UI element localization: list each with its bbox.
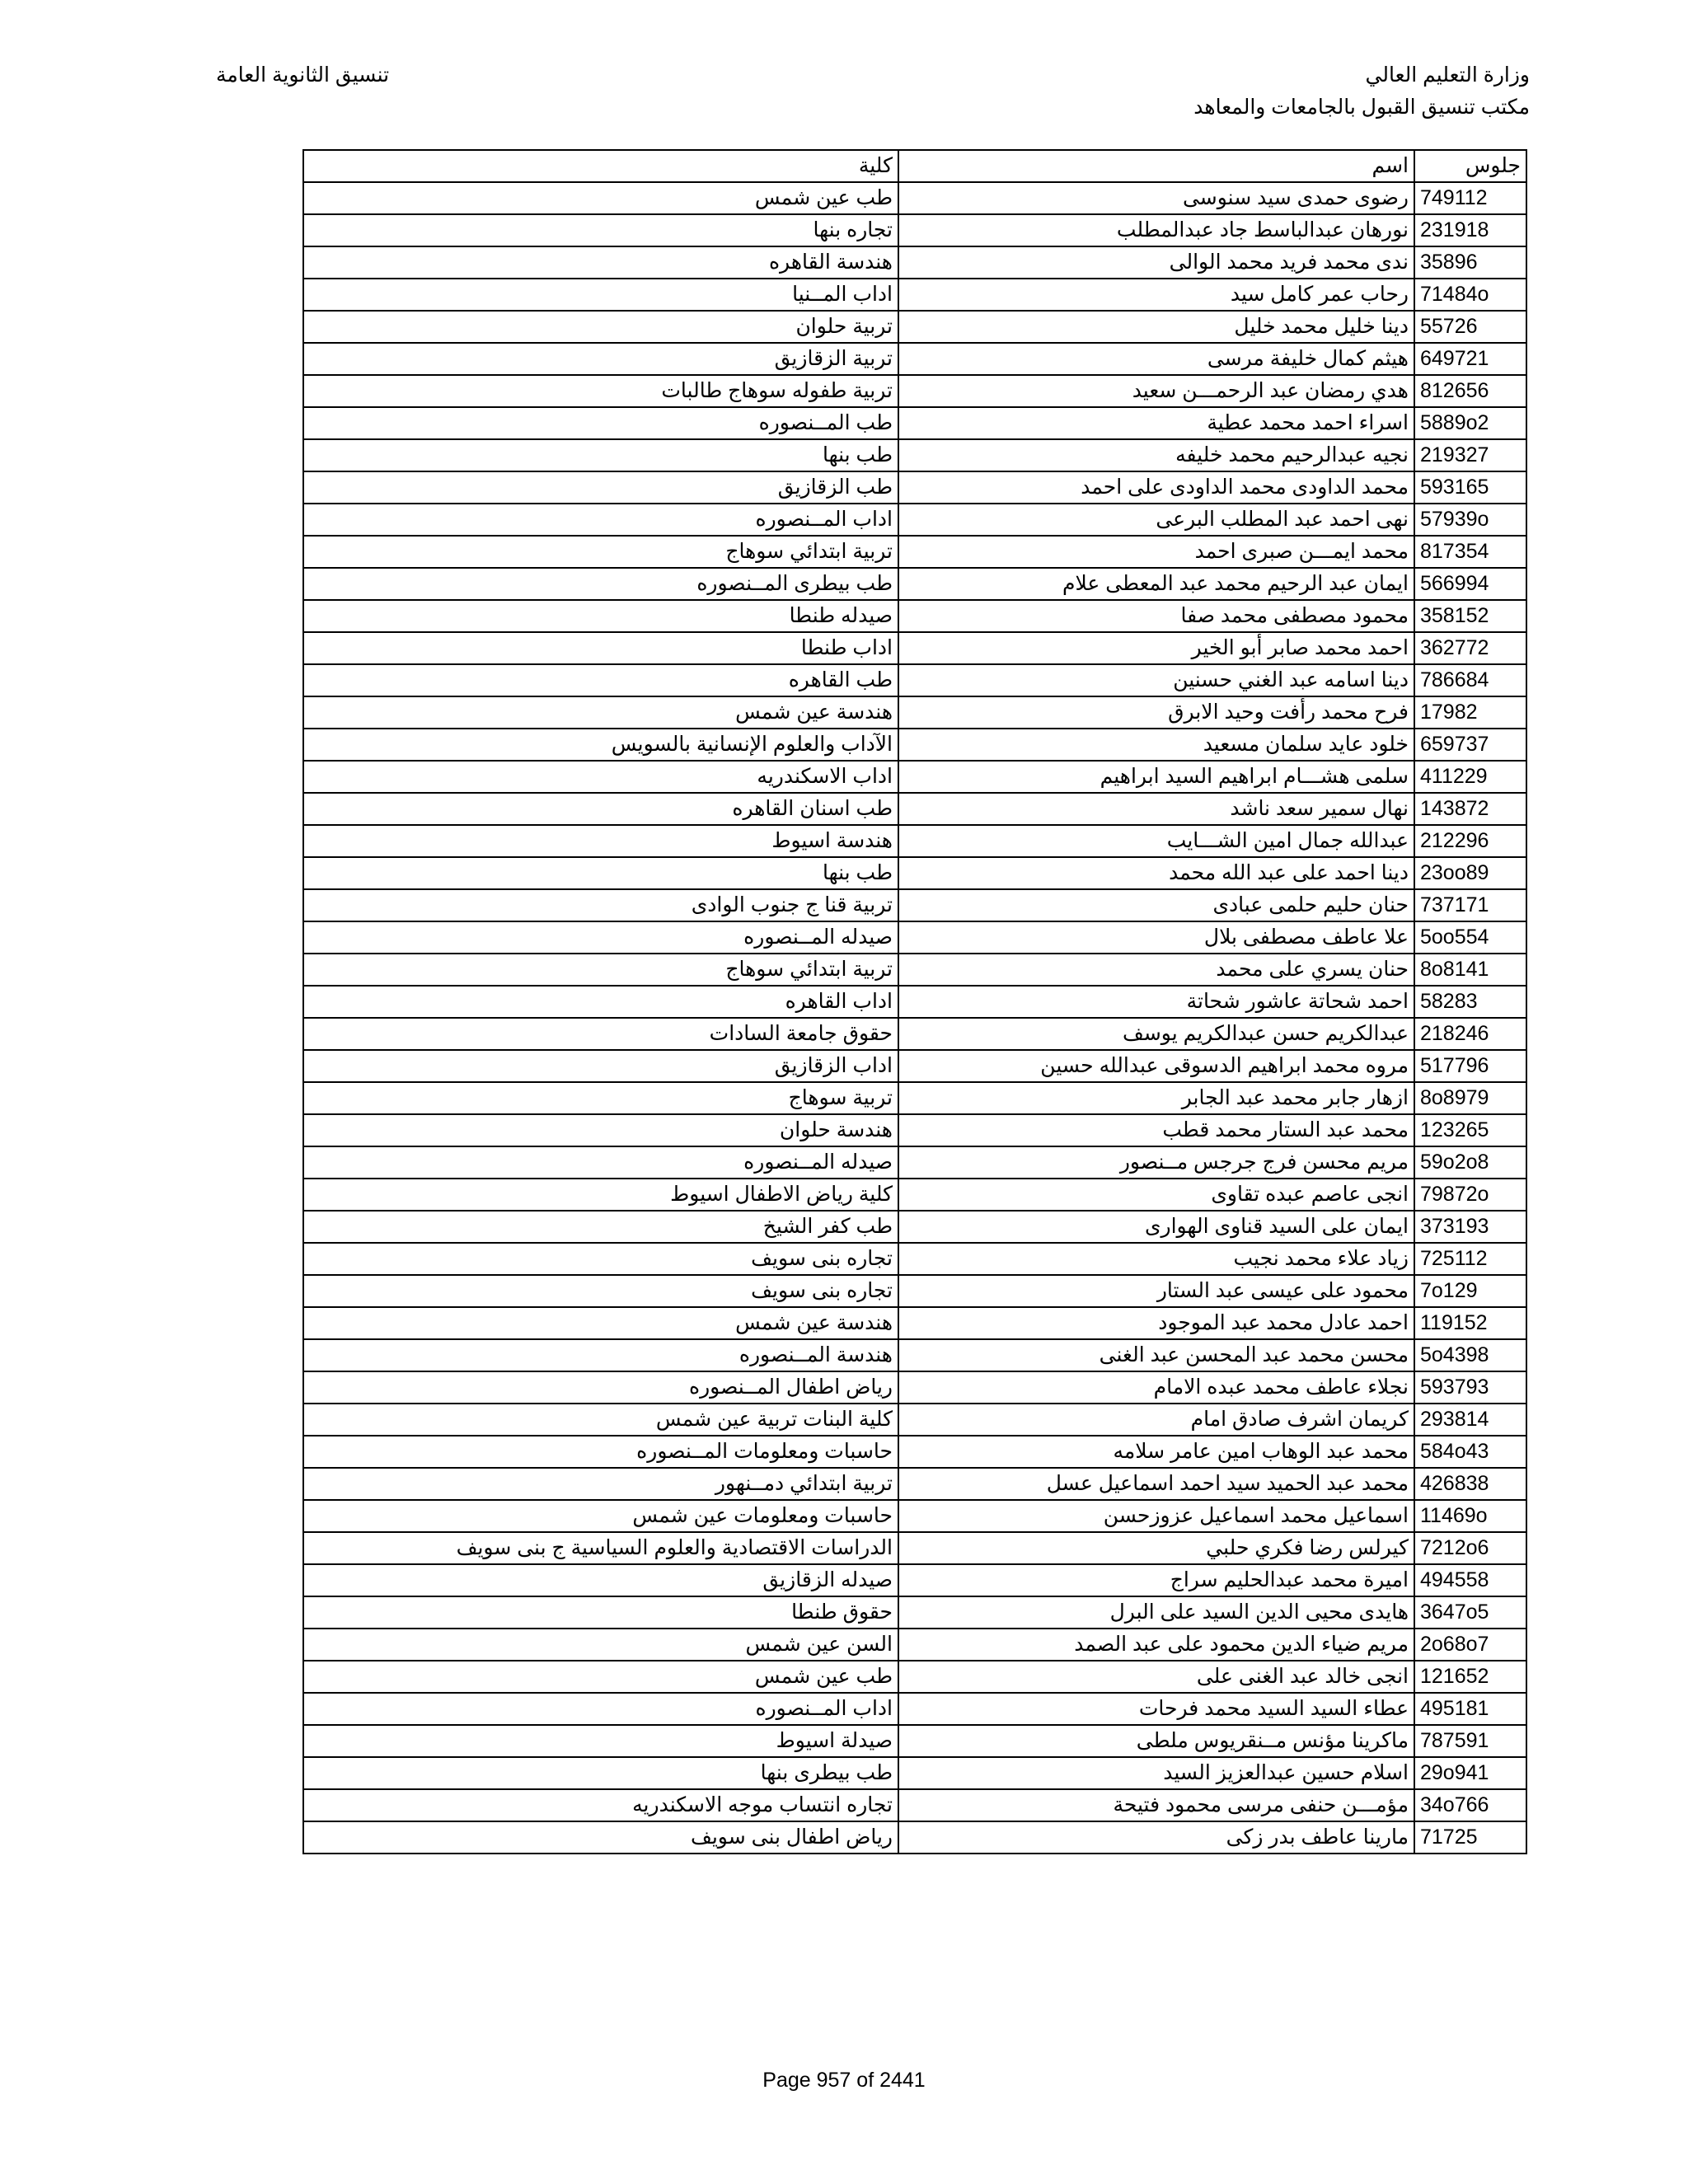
seat-cell: 219327	[1414, 439, 1526, 471]
seat-cell: 5889o2	[1414, 407, 1526, 439]
name-cell: عبدالكريم حسن عبدالكريم يوسف	[898, 1018, 1414, 1050]
faculty-cell: هندسة عين شمس	[303, 1307, 898, 1339]
faculty-cell: طب الزقازيق	[303, 471, 898, 504]
table-row	[303, 1404, 1526, 1436]
name-cell: كيرلس رضا فكري حلبي	[898, 1532, 1414, 1564]
faculty-cell: صيدله طنطا	[303, 600, 898, 632]
section-title: تنسيق الثانوية العامة	[216, 63, 390, 87]
table-row	[303, 1050, 1526, 1082]
seat-cell: 7o129	[1414, 1275, 1526, 1307]
faculty-cell: طب القاهره	[303, 664, 898, 696]
faculty-cell: اداب المــنصوره	[303, 504, 898, 536]
faculty-cell: حقوق طنطا	[303, 1596, 898, 1629]
table-row	[303, 343, 1526, 375]
name-cell: مريم ضياء الدين محمود على عبد الصمد	[898, 1629, 1414, 1661]
table-row	[303, 1725, 1526, 1757]
faculty-cell: تجاره بنها	[303, 214, 898, 246]
seat-cell: 362772	[1414, 632, 1526, 664]
name-cell: هدي رمضان عبد الرحمـــن سعيد	[898, 375, 1414, 407]
seat-cell: 57939o	[1414, 504, 1526, 536]
table-row	[303, 664, 1526, 696]
seat-cell: 71725	[1414, 1821, 1526, 1854]
table-row	[303, 1629, 1526, 1661]
table-row	[303, 536, 1526, 568]
seat-cell: 817354	[1414, 536, 1526, 568]
seat-cell: 123265	[1414, 1114, 1526, 1146]
table-row	[303, 1789, 1526, 1821]
table-row	[303, 1243, 1526, 1275]
name-cell: نجيه عبدالرحيم محمد خليفه	[898, 439, 1414, 471]
faculty-cell: السن عين شمس	[303, 1629, 898, 1661]
name-cell: نهال سمير سعد ناشد	[898, 793, 1414, 825]
faculty-cell: رياض اطفال بنى سويف	[303, 1821, 898, 1854]
seat-cell: 3647o5	[1414, 1596, 1526, 1629]
name-cell: احمد محمد صابر أبو الخير	[898, 632, 1414, 664]
faculty-cell: طب كفر الشيخ	[303, 1211, 898, 1243]
name-cell: اسراء احمد محمد عطية	[898, 407, 1414, 439]
name-cell: اسلام حسين عبدالعزيز السيد	[898, 1757, 1414, 1789]
seat-cell: 584o43	[1414, 1436, 1526, 1468]
name-cell: دينا احمد على عبد الله محمد	[898, 857, 1414, 889]
page-number: Page 957 of 2441	[762, 2069, 926, 2092]
table-row	[303, 1275, 1526, 1307]
name-cell: نورهان عبدالباسط جاد عبدالمطلب	[898, 214, 1414, 246]
table-row	[303, 1211, 1526, 1243]
seat-cell: 11469o	[1414, 1500, 1526, 1532]
ministry-title: وزارة التعليم العالي	[1365, 63, 1530, 87]
faculty-cell: تجاره بنى سويف	[303, 1275, 898, 1307]
seat-cell: 649721	[1414, 343, 1526, 375]
seat-cell: 29o941	[1414, 1757, 1526, 1789]
seat-cell: 725112	[1414, 1243, 1526, 1275]
table-row	[303, 1018, 1526, 1050]
name-cell: انجى عاصم عبده تقاوى	[898, 1179, 1414, 1211]
faculty-cell: تجاره بنى سويف	[303, 1243, 898, 1275]
table-row	[303, 632, 1526, 664]
name-cell: ماكرينا مؤنس مــنقريوس ملطى	[898, 1725, 1414, 1757]
table-row	[303, 568, 1526, 600]
seat-cell: 812656	[1414, 375, 1526, 407]
name-cell: اسماعيل محمد اسماعيل عزوزحسن	[898, 1500, 1414, 1532]
name-cell: عبدالله جمال امين الشـــايب	[898, 825, 1414, 857]
table-row	[303, 1532, 1526, 1564]
name-cell: نهى احمد عبد المطلب البرعى	[898, 504, 1414, 536]
name-cell: حنان يسري على محمد	[898, 954, 1414, 986]
name-cell: هايدى محيى الدين السيد على البرل	[898, 1596, 1414, 1629]
faculty-cell: حاسبات ومعلومات المــنصوره	[303, 1436, 898, 1468]
name-cell: رحاب عمر كامل سيد	[898, 279, 1414, 311]
admissions-table	[302, 149, 1527, 1854]
seat-cell: 5o4398	[1414, 1339, 1526, 1371]
name-cell: مؤمـــن حنفى مرسى محمود فتيحة	[898, 1789, 1414, 1821]
table-row	[303, 921, 1526, 954]
seat-cell: 5oo554	[1414, 921, 1526, 954]
faculty-cell: صيدله المــنصوره	[303, 921, 898, 954]
name-cell: محمد ايمـــن صبرى احمد	[898, 536, 1414, 568]
table-row	[303, 214, 1526, 246]
table-row	[303, 1661, 1526, 1693]
table-row	[303, 279, 1526, 311]
seat-cell: 787591	[1414, 1725, 1526, 1757]
name-cell: رضوى حمدى سيد سنوسى	[898, 182, 1414, 214]
faculty-cell: صيدلة اسيوط	[303, 1725, 898, 1757]
faculty-cell: طب بيطرى بنها	[303, 1757, 898, 1789]
faculty-cell: الدراسات الاقتصادية والعلوم السياسية ج بنى سويف	[303, 1532, 898, 1564]
seat-cell: 34o766	[1414, 1789, 1526, 1821]
seat-cell: 786684	[1414, 664, 1526, 696]
faculty-cell: طب المــنصوره	[303, 407, 898, 439]
table-row	[303, 1757, 1526, 1789]
seat-cell: 495181	[1414, 1693, 1526, 1725]
seat-cell: 17982	[1414, 696, 1526, 729]
name-cell: علا عاطف مصطفى بلال	[898, 921, 1414, 954]
table-row	[303, 246, 1526, 279]
faculty-cell: طب بنها	[303, 857, 898, 889]
seat-cell: 143872	[1414, 793, 1526, 825]
table-row	[303, 1179, 1526, 1211]
seat-cell: 59o2o8	[1414, 1146, 1526, 1179]
name-cell: ايمان عبد الرحيم محمد عبد المعطى علام	[898, 568, 1414, 600]
table-row	[303, 1082, 1526, 1114]
admissions-table-body	[303, 150, 1526, 1854]
seat-cell: 749112	[1414, 182, 1526, 214]
name-cell: نجلاء عاطف محمد عبده الامام	[898, 1371, 1414, 1404]
seat-cell: 293814	[1414, 1404, 1526, 1436]
table-row	[303, 471, 1526, 504]
faculty-cell: كلية رياض الاطفال اسيوط	[303, 1179, 898, 1211]
faculty-cell: كلية البنات تربية عين شمس	[303, 1404, 898, 1436]
name-cell: ايمان على السيد قناوى الهوارى	[898, 1211, 1414, 1243]
faculty-cell: هندسة القاهره	[303, 246, 898, 279]
name-cell: سلمى هشـــام ابراهيم السيد ابراهيم	[898, 761, 1414, 793]
column-header-faculty: كلية	[303, 150, 898, 182]
faculty-cell: اداب المــنيا	[303, 279, 898, 311]
seat-cell: 55726	[1414, 311, 1526, 343]
seat-cell: 593165	[1414, 471, 1526, 504]
seat-cell: 7212o6	[1414, 1532, 1526, 1564]
name-cell: محسن محمد عبد المحسن عبد الغنى	[898, 1339, 1414, 1371]
seat-cell: 566994	[1414, 568, 1526, 600]
faculty-cell: حقوق جامعة السادات	[303, 1018, 898, 1050]
table-row	[303, 182, 1526, 214]
seat-cell: 212296	[1414, 825, 1526, 857]
seat-cell: 218246	[1414, 1018, 1526, 1050]
table-row	[303, 1339, 1526, 1371]
name-cell: محمد عبد الستار محمد قطب	[898, 1114, 1414, 1146]
name-cell: زياد علاء محمد نجيب	[898, 1243, 1414, 1275]
name-cell: ندى محمد فريد محمد الوالى	[898, 246, 1414, 279]
name-cell: ازهار جابر محمد عبد الجابر	[898, 1082, 1414, 1114]
column-header-name: اسم	[898, 150, 1414, 182]
table-header-row	[303, 150, 1526, 182]
name-cell: فرح محمد رأفت وحيد الابرق	[898, 696, 1414, 729]
table-row	[303, 311, 1526, 343]
name-cell: محمد عبد الوهاب امين عامر سلامه	[898, 1436, 1414, 1468]
name-cell: حنان حليم حلمى عبادى	[898, 889, 1414, 921]
faculty-cell: تربية الزقازيق	[303, 343, 898, 375]
name-cell: هيثم كمال خليفة مرسى	[898, 343, 1414, 375]
seat-cell: 2o68o7	[1414, 1629, 1526, 1661]
faculty-cell: تربية قنا ج جنوب الوادى	[303, 889, 898, 921]
faculty-cell: تربية ابتدائي دمــنهور	[303, 1468, 898, 1500]
faculty-cell: طب عين شمس	[303, 1661, 898, 1693]
seat-cell: 517796	[1414, 1050, 1526, 1082]
table-row	[303, 1693, 1526, 1725]
faculty-cell: هندسة حلوان	[303, 1114, 898, 1146]
table-row	[303, 439, 1526, 471]
name-cell: دينا خليل محمد خليل	[898, 311, 1414, 343]
table-row	[303, 1146, 1526, 1179]
faculty-cell: هندسة عين شمس	[303, 696, 898, 729]
name-cell: احمد شحاتة عاشور شحاتة	[898, 986, 1414, 1018]
seat-cell: 737171	[1414, 889, 1526, 921]
seat-cell: 231918	[1414, 214, 1526, 246]
name-cell: محمد الداودى محمد الداودى على احمد	[898, 471, 1414, 504]
table-row	[303, 600, 1526, 632]
table-row	[303, 1821, 1526, 1854]
table-row	[303, 1500, 1526, 1532]
table-row	[303, 1114, 1526, 1146]
name-cell: خلود عايد سلمان مسعيد	[898, 729, 1414, 761]
table-row	[303, 1436, 1526, 1468]
table-row	[303, 825, 1526, 857]
faculty-cell: الآداب والعلوم الإنسانية بالسويس	[303, 729, 898, 761]
table-row	[303, 1307, 1526, 1339]
seat-cell: 79872o	[1414, 1179, 1526, 1211]
table-row	[303, 729, 1526, 761]
table-row	[303, 986, 1526, 1018]
name-cell: احمد عادل محمد عبد الموجود	[898, 1307, 1414, 1339]
faculty-cell: صيدله المــنصوره	[303, 1146, 898, 1179]
table-row	[303, 793, 1526, 825]
seat-cell: 358152	[1414, 600, 1526, 632]
faculty-cell: طب اسنان القاهره	[303, 793, 898, 825]
name-cell: مروه محمد ابراهيم الدسوقى عبدالله حسين	[898, 1050, 1414, 1082]
faculty-cell: رياض اطفال المــنصوره	[303, 1371, 898, 1404]
faculty-cell: اداب الاسكندريه	[303, 761, 898, 793]
name-cell: محمود مصطفى محمد صفا	[898, 600, 1414, 632]
table-row	[303, 1468, 1526, 1500]
table-row	[303, 375, 1526, 407]
table-row	[303, 1596, 1526, 1629]
name-cell: اميرة محمد عبدالحليم سراج	[898, 1564, 1414, 1596]
seat-cell: 593793	[1414, 1371, 1526, 1404]
faculty-cell: طب عين شمس	[303, 182, 898, 214]
faculty-cell: تربية سوهاج	[303, 1082, 898, 1114]
faculty-cell: صيدله الزقازيق	[303, 1564, 898, 1596]
faculty-cell: حاسبات ومعلومات عين شمس	[303, 1500, 898, 1532]
name-cell: عطاء السيد السيد محمد فرحات	[898, 1693, 1414, 1725]
faculty-cell: طب بيطرى المــنصوره	[303, 568, 898, 600]
seat-cell: 121652	[1414, 1661, 1526, 1693]
seat-cell: 426838	[1414, 1468, 1526, 1500]
name-cell: كريمان اشرف صادق امام	[898, 1404, 1414, 1436]
seat-cell: 659737	[1414, 729, 1526, 761]
faculty-cell: هندسة اسيوط	[303, 825, 898, 857]
seat-cell: 373193	[1414, 1211, 1526, 1243]
column-header-seat: جلوس	[1414, 150, 1526, 182]
table-row	[303, 1564, 1526, 1596]
seat-cell: 411229	[1414, 761, 1526, 793]
name-cell: مارينا عاطف بدر زكى	[898, 1821, 1414, 1854]
faculty-cell: تربية طفوله سوهاج طالبات	[303, 375, 898, 407]
table-row	[303, 889, 1526, 921]
seat-cell: 35896	[1414, 246, 1526, 279]
name-cell: محمد عبد الحميد سيد احمد اسماعيل عسل	[898, 1468, 1414, 1500]
table-row	[303, 407, 1526, 439]
faculty-cell: تجاره انتساب موجه الاسكندريه	[303, 1789, 898, 1821]
table-row	[303, 761, 1526, 793]
seat-cell: 119152	[1414, 1307, 1526, 1339]
name-cell: انجى خالد عبد الغنى على	[898, 1661, 1414, 1693]
faculty-cell: هندسة المــنصوره	[303, 1339, 898, 1371]
office-title: مكتب تنسيق القبول بالجامعات والمعاهد	[1193, 96, 1530, 119]
faculty-cell: اداب القاهره	[303, 986, 898, 1018]
faculty-cell: اداب المــنصوره	[303, 1693, 898, 1725]
table-row	[303, 954, 1526, 986]
faculty-cell: تربية ابتدائي سوهاج	[303, 954, 898, 986]
faculty-cell: اداب الزقازيق	[303, 1050, 898, 1082]
faculty-cell: تربية حلوان	[303, 311, 898, 343]
faculty-cell: اداب طنطا	[303, 632, 898, 664]
seat-cell: 58283	[1414, 986, 1526, 1018]
seat-cell: 8o8141	[1414, 954, 1526, 986]
name-cell: دينا اسامه عبد الغني حسنين	[898, 664, 1414, 696]
faculty-cell: تربية ابتدائي سوهاج	[303, 536, 898, 568]
table-row	[303, 857, 1526, 889]
name-cell: مريم محسن فرج جرجس مــنصور	[898, 1146, 1414, 1179]
name-cell: محمود على عيسى عبد الستار	[898, 1275, 1414, 1307]
faculty-cell: طب بنها	[303, 439, 898, 471]
table-row	[303, 504, 1526, 536]
seat-cell: 494558	[1414, 1564, 1526, 1596]
table-row	[303, 1371, 1526, 1404]
seat-cell: 71484o	[1414, 279, 1526, 311]
seat-cell: 8o8979	[1414, 1082, 1526, 1114]
seat-cell: 23oo89	[1414, 857, 1526, 889]
table-row	[303, 696, 1526, 729]
